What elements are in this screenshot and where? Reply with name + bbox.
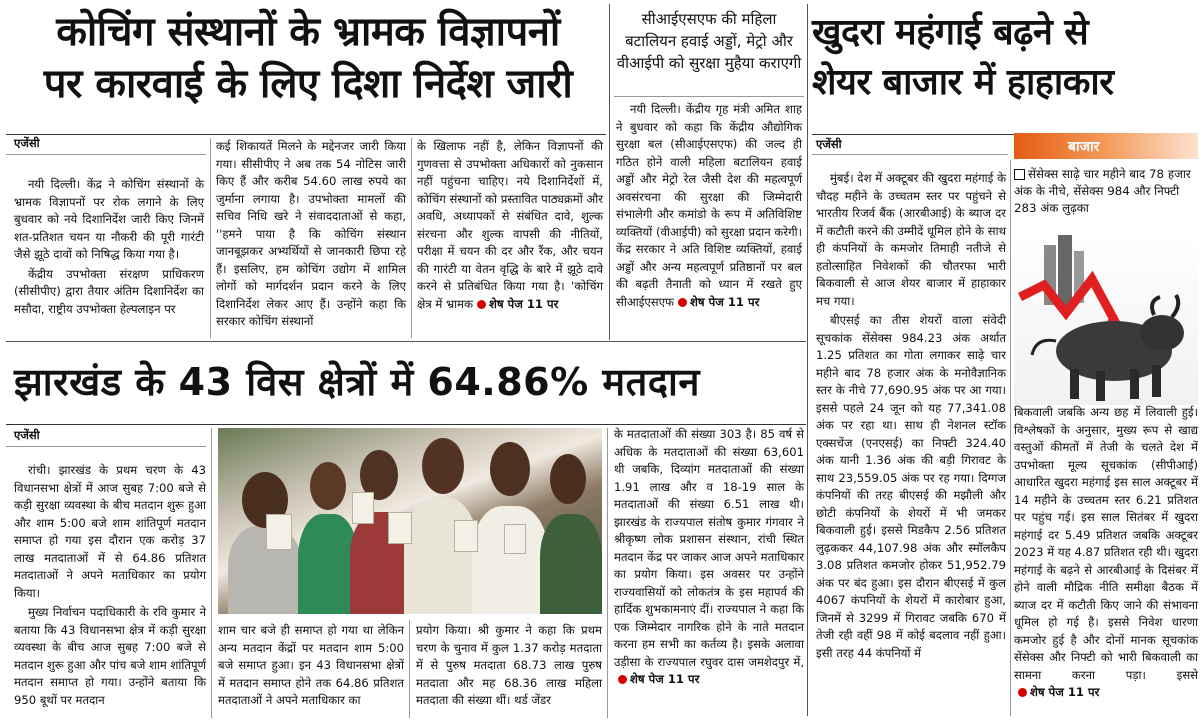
column-rule bbox=[807, 4, 808, 716]
column-rule bbox=[411, 138, 412, 338]
divider bbox=[6, 341, 806, 342]
voters-photo bbox=[218, 428, 602, 614]
story3-continued-label: शेष पेज 11 पर bbox=[1030, 685, 1100, 699]
story1-byline: एजेंसी bbox=[14, 136, 40, 150]
story3-tag bbox=[1014, 133, 1198, 159]
divider bbox=[812, 154, 1008, 155]
story4-byline: एजेंसी bbox=[14, 428, 40, 442]
story1-continued-link[interactable] bbox=[473, 297, 558, 311]
column-rule bbox=[409, 620, 410, 718]
divider bbox=[614, 96, 804, 97]
checkbox-icon bbox=[1014, 169, 1025, 180]
story1-continued-label: शेष पेज 11 पर bbox=[489, 296, 559, 311]
divider bbox=[6, 134, 606, 135]
story1-headline-line2: पर कारवाई के लिए दिशा निर्देश जारी bbox=[43, 61, 573, 107]
story3-highlight-text: सेंसेक्स साढ़े चार महीने बाद 78 हजार अंक के नीचे, सेंसेक्स 984 और निफ्टी 283 अंक लुढ़का bbox=[1014, 167, 1191, 215]
bullet-icon bbox=[678, 298, 687, 307]
story2-paragraph: नयी दिल्ली। केंद्रीय गृह मंत्री अमित शाह ने बुधवार को कहा कि केंद्रीय औद्योगिक सुरक्षा बल (सीआईएसएफ) की जल्द ही गठित होने वाली महिला बटालियन हवाई अड्डों और मेट्रो रेल जैसी देश की महत्वपूर्ण अवसंरचना की सुरक्षा की जिम्मेदारी संभालेगी और कमांडो के रूप में अतिविशिष्ट व्यक्तियों (वीआईपी) को सुरक्षा प्रदान करेगी। केंद्र सरकार ने अति विशिष्ट व्यक्तियों, हवाई अड्डों और अन्य महत्वपूर्ण प्रतिष्ठानों पर बल की बढ़ती तैनाती को ध्यान में रखते हुए सीआईएसएफ bbox=[616, 102, 802, 309]
story4-paragraph: मुख्य निर्वाचन पदाधिकारी के रवि कुमार ने बताया कि 43 विधानसभा क्षेत्र में कड़ी सुरक्षा व्यवस्था के बीच आज सुबह 7:00 बजे से मतदान शुरू हुआ और पांच बजे शाम शांतिपूर्ण मतदान समाप्त हो गया। उन्होंने बताया कि 950 बूथों पर मतदान bbox=[14, 605, 206, 707]
bullet-icon bbox=[618, 675, 627, 684]
story3-tag-label: बाजार bbox=[1068, 139, 1100, 155]
story4-paragraph: रांची। झारखंड के प्रथम चरण के 43 विधानसभा क्षेत्रों में आज सुबह 7:00 बजे से कड़ी सुरक्षा व्यवस्था के बीच मतदान शुरू हुआ और शाम 5:00 बजे शाम शांतिपूर्ण मतदान समाप्त हो गया इस दौरान एक करोड़ 37 लाख मतदाताओं में से 64.86 प्रतिशत मतदाताओं ने अपने मताधिकार का प्रयोग किया। bbox=[14, 463, 206, 600]
market-bull-image bbox=[1014, 229, 1198, 405]
story1-paragraph: कई शिकायतें मिलने के मद्देनजर जारी किया गया। सीसीपीए ने अब तक 54 नोटिस जारी किए हैं और करीब 54.60 लाख रुपये का जुर्माना लगाया है। उपभोक्ता मामलों की सचिव निधि खरे ने संवाददाताओं से कहा, ''हमने पाया है कि कोचिंग संस्थान जानबूझकर अभ्यर्थियों से जानकारी छिपा रहे हैं। इसलिए, हम कोचिंग उद्योग में शामिल लोगों को मार्गदर्शन प्रदान करने के लिए दिशानिर्देश लेकर आए हैं। उन्होंने कहा कि सरकार कोचिंग संस्थानों bbox=[216, 139, 406, 328]
story3-headline-line2: शेयर बाजार में हाहाकार bbox=[812, 62, 1114, 103]
story1-column-1 bbox=[14, 176, 204, 318]
story4-continued-label: शेष पेज 11 पर bbox=[630, 672, 700, 686]
bull-graph-illustration bbox=[1014, 229, 1198, 405]
story3-byline: एजेंसी bbox=[816, 137, 842, 151]
story2-continued-link[interactable] bbox=[674, 295, 759, 309]
story3-paragraph: बिकवाली जबकि अन्य छह में लिवाली हुई। विश्लेषकों के अनुसार, मुख्य रूप से खाद्य वस्तुओं कीमतों में तेजी के चलते देश में उपभोक्ता मूल्य सूचकांक (सीपीआई) आधारित खुदरा महंगाई इस साल अक्टूबर में 14 महीने के उच्चतम स्तर 6.21 प्रतिशत पर पहुंच गई। इस साल सितंबर में खुदरा महंगाई दर 5.49 प्रतिशत जबकि अक्टूबर 2023 में यह 4.87 प्रतिशत रही थी। खुदरा महंगाई के बढ़ने से आरबीआई के दिसंबर में होने वाली मौद्रिक नीति समीक्षा बैठक में ब्याज दर में कटौती किए जाने की संभावना धूमिल हो गई है। इससे निवेश धारणा कमजोर हुई है और दोनों मानक सूचकांक सेंसेक्स और निफ्टी को भारी बिकवाली का सामना करना पड़ा। इससे bbox=[1014, 405, 1198, 682]
story2-continued-label: शेष पेज 11 पर bbox=[689, 294, 760, 309]
column-rule bbox=[1010, 160, 1011, 716]
story3-column-1 bbox=[816, 170, 1006, 662]
column-rule bbox=[210, 138, 211, 338]
story4-column-3 bbox=[416, 622, 602, 710]
story4-continued-link[interactable] bbox=[614, 672, 699, 686]
story4-paragraph: शाम चार बजे ही समाप्त हो गया था लेकिन अन्य मतदान केंद्रों पर मतदान शाम 5:00 बजे समाप्त हुआ। इन 43 विधानसभा क्षेत्रों में मतदान समाप्त होने तक 64.86 प्रतिशत मतदाताओं ने अपने मताधिकार का bbox=[218, 623, 404, 707]
column-rule bbox=[211, 428, 212, 718]
column-rule bbox=[607, 428, 608, 718]
story4-headline: झारखंड के 43 विस क्षेत्रों में 64.86% मतदान bbox=[14, 360, 700, 404]
story2-headline: सीआईएसएफ की महिला बटालियन हवाई अड्डों, मेट्रो और वीआईपी को सुरक्षा मुहैया कराएगी bbox=[616, 10, 802, 72]
bullet-icon bbox=[477, 300, 486, 309]
divider bbox=[6, 154, 206, 155]
story4-column-1 bbox=[14, 462, 206, 709]
story2-body bbox=[616, 101, 802, 311]
story1-headline bbox=[8, 6, 608, 110]
story1-paragraph: नयी दिल्ली। केंद्र ने कोचिंग संस्थानों के भ्रामक विज्ञापनों पर रोक लगाने के लिए बुधवार को नये दिशानिर्देश जारी किए जिनमें शत-प्रतिशत चयन या नौकरी की पूरी गारंटी जैसे झूठे दावों को निषिद्ध किया गया है। bbox=[14, 177, 204, 261]
story3-headline bbox=[812, 8, 1198, 108]
bullet-icon bbox=[1018, 688, 1027, 697]
story1-paragraph: के खिलाफ नहीं है, लेकिन विज्ञापनों की गुणवत्ता से उपभोक्ता अधिकारों को नुकसान नहीं पहुंचना चाहिए। नये दिशानिर्देशों में, कोचिंग संस्थानों को प्रस्तावित पाठ्यक्रमों और अवधि, अध्यापकों से संबंधित दावे, शुल्क संरचना और शुल्क वापसी की नीतियों, परीक्षा में चयन की दर और रैंक, और चयन की गारंटी या वेतन वृद्धि के बारे में झूठे दावे करने से प्रतिबंधित किया गया है। 'कोचिंग क्षेत्र में भ्रामक bbox=[417, 139, 603, 311]
divider bbox=[6, 424, 806, 425]
story3-headline-line1: खुदरा महंगाई बढ़ने से bbox=[812, 12, 1089, 53]
story1-column-3 bbox=[417, 138, 603, 313]
story1-column-2 bbox=[216, 138, 406, 331]
story4-paragraph: प्रयोग किया। श्री कुमार ने कहा कि प्रथम चरण के चुनाव में कुल 1.37 करोड़ मतदाता में से पुरुष मतदाता 68.73 लाख पुरुष मतदाता और मह 68.36 लाख महिला मतदाता की संख्या थीं। थर्ड जेंडर bbox=[416, 623, 602, 707]
story4-paragraph: के मतदाताओं की संख्या 303 है। 85 वर्ष से अधिक के मतदाताओं की संख्या 63,601 थी जबकि, दिव्यांग मतदाताओं की संख्या 1.91 लाख और व 18-19 साल के मतदाताओं की संख्या 6.51 लाख थी। झारखंड के राज्यपाल संतोष कुमार गंगवार ने श्रीकृष्ण लोक प्रशासन संस्थान, रांची स्थित मतदान केंद्र पर जाकर आज अपने मताधिकार का प्रयोग किया। इस अवसर पर उन्होंने राज्यवासियों को लोकतंत्र के इस महापर्व की हार्दिक शुभकामनाएं दीं। राज्यपाल ने कहा कि एक जिम्मेदार नागरिक होने के नाते मतदान करना हम सभी का कर्तव्य है। इसके अलावा उड़ीसा के राज्यपाल रघुवर दास जमशेदपुर में, bbox=[614, 427, 804, 669]
story3-column-2 bbox=[1014, 404, 1198, 702]
divider bbox=[6, 446, 206, 447]
story3-paragraph: बीएसई का तीस शेयरों वाला संवेदी सूचकांक सेंसेक्स 984.23 अंक अर्थात 1.25 प्रतिशत का गोता लगाकर साढ़े चार महीने बाद 78 हजार अंक के मनोवैज्ञानिक स्तर के नीचे 77,690.95 अंक पर आ गया। इससे पहले 24 जून को यह 77,341.08 अंक पर रहा था। साथ ही नेशनल स्टॉक एक्सचेंज (एनएसई) का निफ्टी 324.40 अंक यानी 1.36 अंक की बड़ी गिरावट के साथ 23,559.05 अंक पर रह गया। दिग्गज कंपनियों की तरह बीएसई की मझौली और छोटी कंपनियों के शेयरों में भी जमकर बिकवाली हुई। इससे मिडकैप 2.56 प्रतिशत लुढ़ककर 44,107.98 अंक और स्मॉलकैप 3.08 प्रतिशत कमजोर होकर 51,952.79 अंक पर बंद हुआ। इस दौरान बीएसई में कुल 4067 कंपनियों के शेयरों में कारोबार हुआ, जिनमें से 3299 में गिरावट जबकि 670 में तेजी रही वहीं 98 में कोई बदलाव नहीं हुआ। इसी तरह 44 कंपनियों में bbox=[816, 313, 1006, 660]
story4-column-4 bbox=[614, 426, 804, 689]
story3-continued-link[interactable] bbox=[1014, 685, 1099, 699]
story3-highlight bbox=[1014, 166, 1198, 217]
story4-column-2 bbox=[218, 622, 404, 710]
story3-paragraph: मुंबई। देश में अक्टूबर की खुदरा महंगाई के चौदह महीने के उच्चतम स्तर पर पहुंचने से भारतीय रिजर्व बैंक (आरबीआई) के ब्याज दर में कटौती करने की उम्मीदें धूमिल होने के साथ ही कंपनियों के कमजोर तिमाही नतीजे से हतोत्साहित निवेशकों की चौतरफा भारी बिकवाली से आज शेयर बाजार में हाहाकार मच गया। bbox=[816, 171, 1006, 308]
story1-headline-line1: कोचिंग संस्थानों के भ्रामक विज्ञापनों bbox=[56, 9, 560, 55]
story1-paragraph: केंद्रीय उपभोक्ता संरक्षण प्राधिकरण (सीसीपीए) द्वारा तैयार अंतिम दिशानिर्देश का मसौदा, राष्ट्रीय उपभोक्ता हेल्पलाइन पर bbox=[14, 266, 204, 316]
column-rule bbox=[609, 4, 610, 340]
